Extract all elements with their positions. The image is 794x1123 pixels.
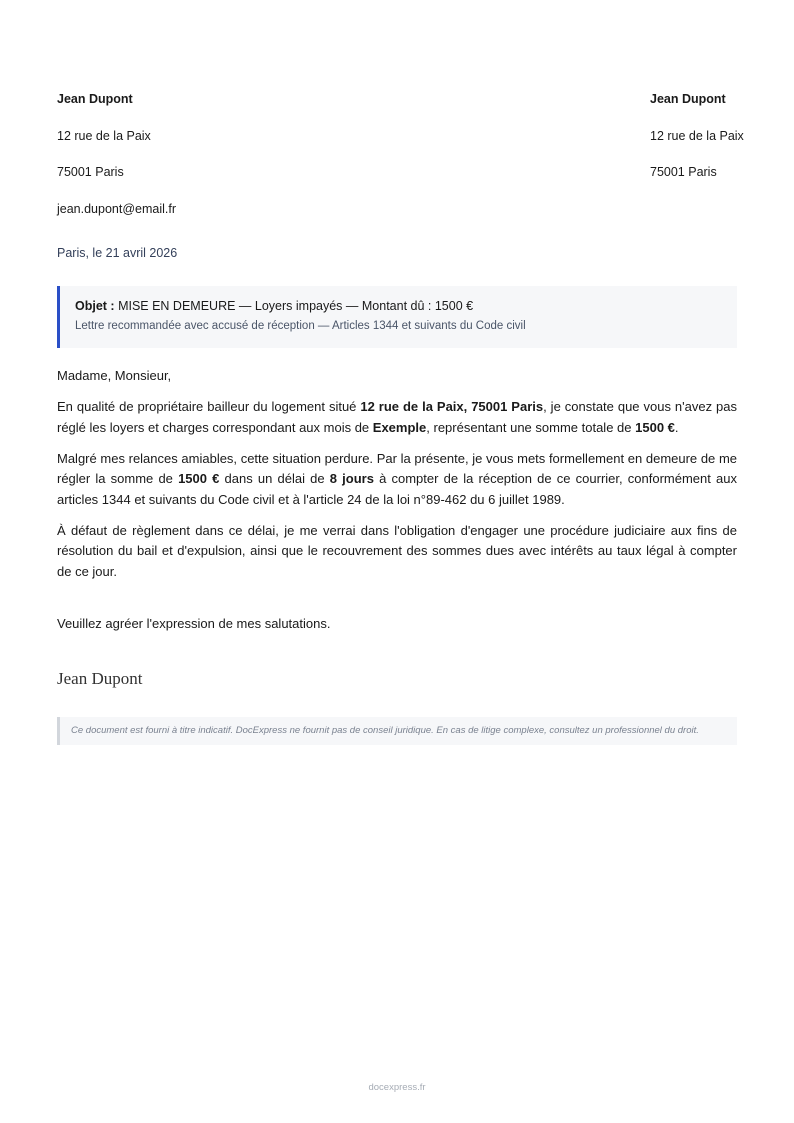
- text: , représentant une somme totale de: [426, 419, 636, 435]
- letter-body: [57, 366, 737, 593]
- property-address: 12 rue de la Paix, 75001 Paris: [360, 399, 544, 414]
- payment-delay: 8 jours: [329, 471, 374, 486]
- text: dans un délai de: [219, 471, 330, 486]
- sender-block: [57, 90, 176, 237]
- text: Malgré mes relances amiables, cette situation perdure. Par la présente, je vous mets formellement en demeure de me régler la somme de: [57, 450, 737, 486]
- sender-street: 12 rue de la Paix: [57, 128, 151, 143]
- subject-subline: Lettre recommandée avec accusé de réception — Articles 1344 et suivants du Code civil: [75, 320, 526, 332]
- signature: Jean Dupont: [57, 669, 143, 688]
- text: En qualité de propriétaire bailleur du logement situé: [57, 399, 361, 414]
- sender-email: jean.dupont@email.fr: [57, 202, 177, 217]
- greeting: Madame, Monsieur,: [57, 368, 172, 383]
- paragraph-2: [57, 449, 737, 511]
- text: à compter de la réception de ce courrier, conformément aux articles 1344 et suivants du Code civil et à l'article 24 de la loi n°89-462 du 6 juillet 1989.: [57, 471, 737, 507]
- recipient-block: [650, 90, 744, 200]
- footer-site: docexpress.fr: [368, 1082, 426, 1093]
- paragraph-1: [57, 397, 737, 438]
- letter-date: Paris, le 21 avril 2026: [57, 246, 178, 260]
- subject-text: MISE EN DEMEURE — Loyers impayés — Montant dû : 1500 €: [114, 299, 474, 313]
- subject-label: Objet :: [75, 299, 115, 313]
- total-amount: 1500 €: [635, 419, 675, 435]
- sender-name: Jean Dupont: [57, 92, 133, 106]
- recipient-city: 75001 Paris: [650, 165, 717, 180]
- legal-disclaimer: Ce document est fourni à titre indicatif. DocExpress ne fournit pas de conseil juridique. En cas de litige complexe, consultez un professionnel du droit.: [57, 717, 737, 745]
- paragraph-3: À défaut de règlement dans ce délai, je me verrai dans l'obligation d'engager une procédure judiciaire aux fins de résolution du bail et d'expulsion, ainsi que le recouvrement des sommes dues avec intérêts au taux légal à compter de ce jour.: [57, 522, 737, 579]
- unpaid-months: Exemple: [372, 419, 427, 435]
- sender-city: 75001 Paris: [57, 165, 124, 180]
- subject-box: [57, 286, 737, 348]
- closing-formula: Veuillez agréer l'expression de mes salutations.: [57, 616, 331, 631]
- subject-line: [75, 297, 722, 315]
- text: .: [674, 419, 679, 435]
- recipient-name: Jean Dupont: [650, 92, 726, 106]
- recipient-street: 12 rue de la Paix: [650, 128, 744, 143]
- text: , je constate que vous n'avez pas réglé les loyers et charges correspondant aux mois de: [57, 399, 737, 435]
- demand-amount: 1500 €: [178, 471, 220, 486]
